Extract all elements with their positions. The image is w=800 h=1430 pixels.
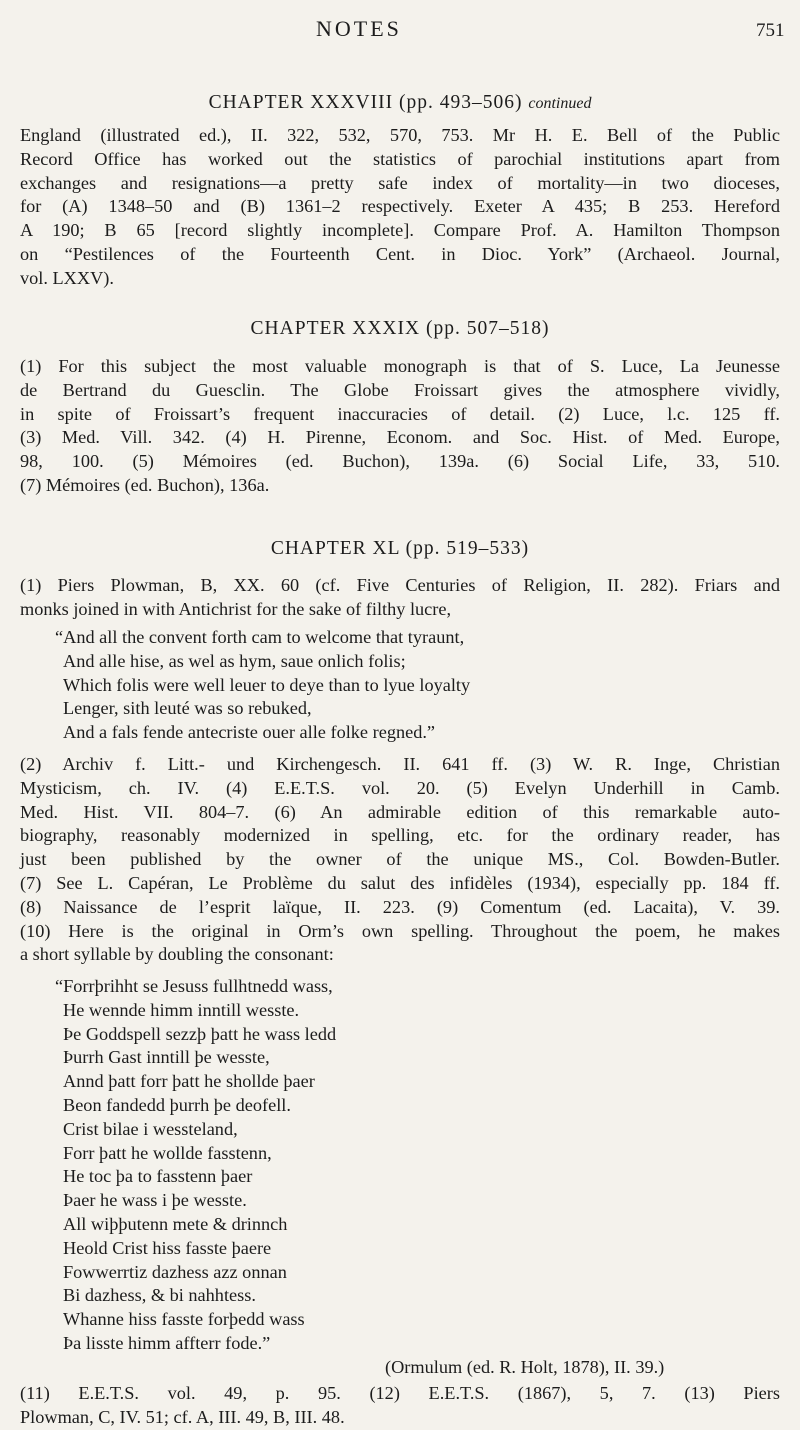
ormulum-citation (385, 1356, 664, 1380)
text-line: de Bertrand du Guesclin. The Globe Froissart gives the atmosphere vividly, (20, 379, 780, 400)
text-line: Mysticism, ch. IV. (4) E.E.T.S. vol. 20. (5) Evelyn Underhill in Camb. (20, 777, 780, 798)
text-line: (1) For this subject the most valuable monograph is that of S. Luce, La Jeunesse (20, 356, 780, 376)
text-line: (1) Piers Plowman, B, XX. 60 (cf. Five Centuries of Religion, II. 282). Friars and (20, 575, 780, 595)
verse-line: Bi dazhess, & bi nahhtess. (63, 1285, 256, 1306)
chapter-38-text (20, 124, 780, 291)
text-line: (11) E.E.T.S. vol. 49, p. 95. (12) E.E.T.S. (1867), 5, 7. (13) Piers (20, 1383, 780, 1403)
verse-line: Þaer he wass i þe wesste. (63, 1190, 247, 1211)
text-line: Plowman, C, IV. 51; cf. A, III. 49, B, III. 48. (20, 1406, 345, 1427)
text-line: just been published by the owner of the unique MS., Col. Bowden-Butler. (20, 849, 780, 870)
text-line: in spite of Froissart’s frequent inaccuracies of detail. (2) Luce, l.c. 125 ff. (20, 403, 780, 424)
chapter-40-intro (20, 574, 780, 622)
text-line: Record Office has worked out the statistics of parochial institutions apart from (20, 148, 780, 169)
text-line: (8) Naissance de l’esprit laïque, II. 223. (9) Comentum (ed. Lacaita), V. 39. (20, 896, 780, 917)
verse-line: Beon fandedd þurrh þe deofell. (63, 1094, 291, 1115)
verse-line: Lenger, sith leuté was so rebuked, (63, 698, 312, 719)
piers-plowman-quotation (55, 626, 470, 745)
text-line: for (A) 1348–50 and (B) 1361–2 respectively. Exeter A 435; B 253. Hereford (20, 196, 780, 217)
text-line: A 190; B 65 [record slightly incomplete]. Compare Prof. A. Hamilton Thompson (20, 220, 780, 241)
text-line: Med. Hist. VII. 804–7. (6) An admirable edition of this remarkable auto- (20, 801, 780, 822)
text-line: monks joined in with Antichrist for the sake of filthy lucre, (20, 598, 452, 619)
ormulum-quotation (55, 975, 336, 1356)
verse-line: Fowwerrtiz dazhess azz onnan (63, 1261, 287, 1282)
text-line: biography, reasonably modernized in spelling, etc. for the ordinary reader, has (20, 825, 780, 846)
chapter-40-notes (20, 753, 780, 967)
chapter-38-heading (0, 92, 800, 114)
verse-line: Heold Crist hiss fasste þaere (63, 1237, 272, 1258)
chapter-40-closing (20, 1382, 780, 1430)
verse-line: He toc þa to fasstenn þaer (63, 1166, 253, 1187)
text-line: (10) Here is the original in Orm’s own spelling. Throughout the poem, he makes (20, 920, 780, 941)
text-line: (3) Med. Vill. 342. (4) H. Pirenne, Econom. and Soc. Hist. of Med. Europe, (20, 427, 780, 448)
chapter-38-title: CHAPTER XXXVIII (pp. 493–506) (208, 92, 523, 113)
verse-line: He wennde himm inntill wesste. (63, 999, 300, 1020)
page-number: 751 (756, 20, 785, 41)
text-line: (7) See L. Capéran, Le Problème du salut des infidèles (1934), especially pp. 184 ff. (20, 872, 780, 893)
verse-line: Forr þatt he wollde fasstenn, (63, 1142, 272, 1163)
verse-line: “Forrþrihht se Jesuss fullhtnedd wass, (55, 976, 333, 996)
text-line: 98, 100. (5) Mémoires (ed. Buchon), 139a. (6) Social Life, 33, 510. (20, 451, 780, 472)
verse-line: Whanne hiss fasste forþedd wass (63, 1309, 305, 1330)
verse-line: Þa lisste himm affterr fode.” (63, 1332, 271, 1353)
text-line: vol. LXXV). (20, 267, 114, 288)
verse-line: Which folis were well leuer to deye than to lyue loyalty (63, 674, 471, 695)
text-line: exchanges and resignations—a pretty safe index of mortality—in two dioceses, (20, 172, 780, 193)
verse-line: Annd þatt forr þatt he shollde þaer (63, 1071, 315, 1092)
verse-line: And a fals fende antecriste ouer alle folke regned.” (63, 722, 436, 743)
text-line: England (illustrated ed.), II. 322, 532, 570, 753. Mr H. E. Bell of the Public (20, 125, 780, 145)
text-line: a short syllable by doubling the consonant: (20, 944, 334, 965)
running-head-title: NOTES (316, 16, 402, 41)
verse-line: “And all the convent forth cam to welcome that tyraunt, (55, 627, 465, 647)
chapter-40-heading: CHAPTER XL (pp. 519–533) (270, 538, 530, 559)
verse-line: Crist bilae i wessteland, (63, 1118, 238, 1139)
verse-line: All wiþþutenn mete & drinnch (63, 1213, 288, 1234)
verse-line: And alle hise, as wel as hym, saue onlich folis; (63, 650, 406, 671)
citation-line: (Ormulum (ed. R. Holt, 1878), II. 39.) (385, 1357, 665, 1377)
text-line: (7) Mémoires (ed. Buchon), 136a. (20, 474, 270, 495)
text-line: (2) Archiv f. Litt.- und Kirchengesch. II. 641 ff. (3) W. R. Inge, Christian (20, 754, 780, 774)
text-line: on “Pestilences of the Fourteenth Cent. in Dioc. York” (Archaeol. Journal, (20, 243, 780, 264)
chapter-39-heading: CHAPTER XXXIX (pp. 507–518) (250, 318, 550, 339)
verse-line: Þurrh Gast inntill þe wesste, (63, 1047, 270, 1068)
chapter-39-text (20, 355, 780, 498)
chapter-38-continued: continued (528, 95, 592, 112)
verse-line: Þe Goddspell sezzþ þatt he wass ledd (63, 1023, 337, 1044)
running-head (0, 16, 800, 46)
